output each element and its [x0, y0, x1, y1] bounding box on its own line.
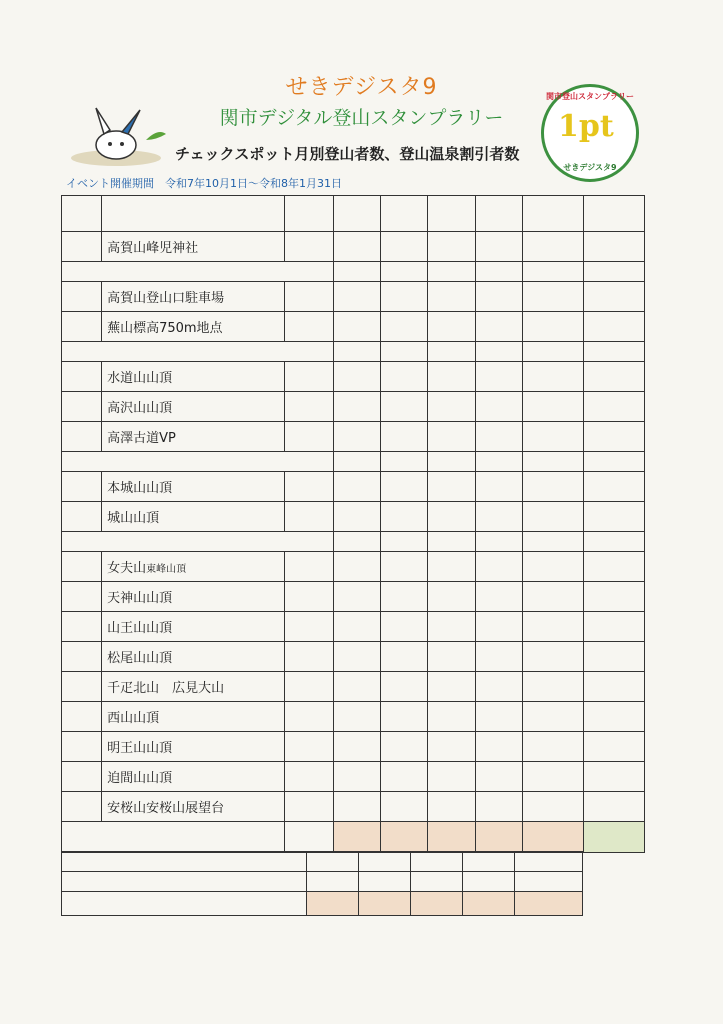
csp-number	[62, 282, 102, 312]
empty-cell	[62, 822, 285, 853]
month-count	[306, 852, 358, 872]
total-count	[523, 762, 584, 792]
month-count	[381, 502, 428, 532]
month-count	[333, 502, 380, 532]
month-count	[428, 452, 475, 472]
earned-points	[284, 732, 333, 762]
month-count	[333, 552, 380, 582]
spot-name	[102, 502, 284, 532]
point-count	[583, 232, 644, 262]
column-header	[583, 196, 644, 232]
spot-name-text: 高賀山峰児神社	[107, 241, 199, 256]
total-count	[523, 642, 584, 672]
discount-name	[62, 262, 334, 282]
month-count	[333, 672, 380, 702]
discount-name	[62, 532, 334, 552]
badge-bottom-text: せきデジスタ9	[563, 163, 617, 172]
discount-row	[62, 452, 645, 472]
totals-row	[62, 822, 645, 853]
month-count	[475, 582, 522, 612]
month-count	[381, 362, 428, 392]
discount-row	[62, 342, 645, 362]
month-count	[411, 892, 463, 916]
table-row	[62, 472, 645, 502]
month-count	[381, 552, 428, 582]
badge-mark: 1pt	[558, 109, 614, 144]
csp-number	[62, 582, 102, 612]
spot-name	[102, 762, 284, 792]
month-count	[381, 312, 428, 342]
month-count	[475, 502, 522, 532]
earned-points	[284, 792, 333, 822]
total-count	[523, 672, 584, 702]
table-row	[62, 792, 645, 822]
csp-number	[62, 392, 102, 422]
table-row	[62, 232, 645, 262]
earned-points	[284, 312, 333, 342]
total-count	[523, 422, 584, 452]
month-count	[333, 612, 380, 642]
month-count	[428, 702, 475, 732]
month-count	[411, 852, 463, 872]
badge-top-text: 関市登山スタンプラリー	[546, 92, 634, 101]
point-count	[583, 582, 644, 612]
summary-row	[62, 852, 583, 872]
month-count	[475, 232, 522, 262]
month-count	[475, 702, 522, 732]
month-count	[475, 672, 522, 702]
earned-points	[284, 552, 333, 582]
spot-name	[102, 392, 284, 422]
month-count	[333, 282, 380, 312]
csp-number	[62, 612, 102, 642]
earned-points	[284, 422, 333, 452]
spot-name	[102, 672, 284, 702]
column-header	[523, 196, 584, 232]
month-count	[381, 582, 428, 612]
month-count	[475, 392, 522, 422]
total-count	[523, 792, 584, 822]
summary-name	[62, 872, 307, 892]
month-count	[463, 892, 515, 916]
empty-cell	[583, 342, 644, 362]
point-count	[583, 672, 644, 702]
point-count	[583, 762, 644, 792]
column-header	[428, 196, 475, 232]
month-count	[428, 582, 475, 612]
month-count	[333, 262, 380, 282]
spot-name	[102, 732, 284, 762]
month-count	[428, 762, 475, 792]
total-count	[523, 702, 584, 732]
month-count	[381, 532, 428, 552]
earned-points	[284, 672, 333, 702]
spot-name-suffix: 東峰山頂	[146, 564, 187, 575]
summary-name	[62, 892, 307, 916]
point-count	[583, 362, 644, 392]
discount-name	[62, 342, 334, 362]
month-count	[428, 342, 475, 362]
point-count	[583, 392, 644, 422]
summary-total	[515, 872, 583, 892]
earned-points	[284, 582, 333, 612]
month-count	[333, 342, 380, 362]
table-row	[62, 422, 645, 452]
month-count	[381, 642, 428, 672]
summary-total	[515, 892, 583, 916]
month-count	[475, 342, 522, 362]
month-count	[306, 892, 358, 916]
total-count	[523, 472, 584, 502]
total-count	[523, 732, 584, 762]
earned-points	[284, 282, 333, 312]
earned-points	[284, 362, 333, 392]
earned-points	[284, 392, 333, 422]
month-count	[381, 232, 428, 262]
point-count	[583, 702, 644, 732]
total-count	[523, 392, 584, 422]
month-count	[333, 762, 380, 792]
month-count	[475, 262, 522, 282]
table-row	[62, 392, 645, 422]
table-row	[62, 672, 645, 702]
csp-number	[62, 472, 102, 502]
month-count	[333, 392, 380, 422]
total-count	[523, 612, 584, 642]
total-points-earned	[284, 822, 333, 853]
month-count	[358, 872, 410, 892]
summary-total	[515, 852, 583, 872]
table-row	[62, 732, 645, 762]
discount-name	[62, 452, 334, 472]
csp-number	[62, 642, 102, 672]
point-count	[583, 312, 644, 342]
month-count	[475, 732, 522, 762]
csp-number	[62, 762, 102, 792]
month-count	[428, 552, 475, 582]
csp-number	[62, 672, 102, 702]
point-count	[583, 642, 644, 672]
spot-name-text: 水道山山頂	[107, 371, 173, 386]
month-count	[428, 472, 475, 502]
earned-points	[284, 762, 333, 792]
month-count	[428, 282, 475, 312]
month-count	[463, 872, 515, 892]
month-count	[381, 282, 428, 312]
empty-cell	[583, 532, 644, 552]
month-count	[428, 502, 475, 532]
month-count	[381, 472, 428, 502]
month-count	[428, 312, 475, 342]
spot-name-text: 千疋北山 広見大山	[107, 681, 225, 696]
column-header	[475, 196, 522, 232]
month-total	[333, 822, 380, 853]
discount-row	[62, 262, 645, 282]
point-count	[583, 552, 644, 582]
column-header	[102, 196, 284, 232]
month-count	[333, 312, 380, 342]
earned-points	[284, 472, 333, 502]
month-count	[475, 282, 522, 312]
column-header	[333, 196, 380, 232]
month-total	[475, 822, 522, 853]
csp-number	[62, 362, 102, 392]
empty-cell	[583, 452, 644, 472]
month-count	[475, 552, 522, 582]
month-count	[381, 262, 428, 282]
month-count	[475, 472, 522, 502]
total-count	[523, 262, 584, 282]
spot-name	[102, 362, 284, 392]
month-count	[333, 642, 380, 672]
earned-points	[284, 502, 333, 532]
total-count	[523, 232, 584, 262]
month-count	[333, 732, 380, 762]
summary-row	[62, 892, 583, 916]
month-total	[428, 822, 475, 853]
month-count	[428, 612, 475, 642]
csp-number	[62, 422, 102, 452]
point-count	[583, 612, 644, 642]
total-count	[523, 342, 584, 362]
grand-points	[583, 822, 644, 853]
earned-points	[284, 612, 333, 642]
summary-name	[62, 852, 307, 872]
month-count	[428, 422, 475, 452]
month-count	[333, 232, 380, 262]
csp-number	[62, 502, 102, 532]
month-count	[475, 422, 522, 452]
earned-points	[284, 232, 333, 262]
month-count	[428, 792, 475, 822]
table-header-row	[62, 196, 645, 232]
table-row	[62, 702, 645, 732]
earned-points	[284, 702, 333, 732]
spot-name-text: 安桜山安桜山展望台	[107, 801, 225, 816]
total-count	[523, 532, 584, 552]
total-count	[523, 582, 584, 612]
table-row	[62, 312, 645, 342]
month-count	[475, 452, 522, 472]
month-count	[475, 642, 522, 672]
spot-name	[102, 472, 284, 502]
month-count	[333, 422, 380, 452]
month-count	[381, 702, 428, 732]
spot-name-text: 山王山山頂	[107, 621, 173, 636]
point-count	[583, 422, 644, 452]
month-count	[381, 452, 428, 472]
event-title: 関市デジタル登山スタンプラリー	[219, 107, 504, 129]
month-count	[428, 232, 475, 262]
month-count	[411, 872, 463, 892]
table-row	[62, 762, 645, 792]
spot-name-text: 天神山山頂	[107, 591, 173, 606]
table-row	[62, 582, 645, 612]
csp-number	[62, 702, 102, 732]
event-period: イベント開催期間 令和7年10月1日～令和8年1月31日	[66, 177, 342, 190]
point-count	[583, 472, 644, 502]
month-count	[358, 852, 410, 872]
spot-name-text: 高沢山山頂	[107, 401, 173, 416]
month-count	[428, 392, 475, 422]
point-count	[583, 732, 644, 762]
month-count	[333, 702, 380, 732]
table-row	[62, 552, 645, 582]
empty-cell	[583, 262, 644, 282]
month-count	[381, 612, 428, 642]
spot-name	[102, 312, 284, 342]
spot-name	[102, 422, 284, 452]
spot-name-text: 松尾山山頂	[107, 651, 173, 666]
month-count	[428, 732, 475, 762]
spot-name-text: 女夫山	[107, 561, 147, 576]
spot-name	[102, 792, 284, 822]
grand-total	[523, 822, 584, 853]
spot-name-text: 城山山頂	[107, 511, 160, 526]
spot-name-text: 明王山山頂	[107, 741, 173, 756]
month-count	[381, 392, 428, 422]
month-count	[381, 672, 428, 702]
point-count	[583, 282, 644, 312]
month-count	[475, 762, 522, 792]
total-count	[523, 282, 584, 312]
month-count	[333, 472, 380, 502]
spot-name	[102, 282, 284, 312]
csp-number	[62, 792, 102, 822]
spot-name-text: 迫間山山頂	[107, 771, 173, 786]
table-row	[62, 362, 645, 392]
csp-number	[62, 552, 102, 582]
table-row	[62, 502, 645, 532]
month-count	[358, 892, 410, 916]
month-count	[428, 642, 475, 672]
month-count	[306, 872, 358, 892]
table-row	[62, 642, 645, 672]
spot-name-text: 蕪山標高750m地点	[107, 321, 223, 336]
month-count	[475, 612, 522, 642]
total-count	[523, 452, 584, 472]
month-count	[428, 262, 475, 282]
month-count	[381, 792, 428, 822]
onsen-discount-summary-table	[61, 851, 583, 916]
month-count	[333, 452, 380, 472]
table-row	[62, 282, 645, 312]
month-count	[381, 342, 428, 362]
month-count	[428, 672, 475, 702]
brand-title: せきデジスタ9	[285, 75, 438, 100]
csp-number	[62, 732, 102, 762]
monthly-climbers-table	[61, 195, 645, 853]
month-count	[463, 852, 515, 872]
csp-number	[62, 232, 102, 262]
spot-name	[102, 232, 284, 262]
month-count	[381, 762, 428, 792]
month-count	[333, 792, 380, 822]
month-count	[381, 422, 428, 452]
spot-name	[102, 702, 284, 732]
spot-name-text: 高賀山登山口駐車場	[107, 291, 225, 306]
spot-name-text: 本城山山頂	[107, 481, 173, 496]
stamp-badge-logo	[541, 84, 639, 182]
point-count	[583, 792, 644, 822]
column-header	[381, 196, 428, 232]
spot-name	[102, 642, 284, 672]
column-header	[62, 196, 102, 232]
month-count	[428, 532, 475, 552]
table-row	[62, 612, 645, 642]
month-count	[475, 362, 522, 392]
month-count	[428, 362, 475, 392]
discount-row	[62, 532, 645, 552]
summary-row	[62, 872, 583, 892]
month-count	[333, 532, 380, 552]
month-count	[333, 362, 380, 392]
earned-points	[284, 642, 333, 672]
csp-number	[62, 312, 102, 342]
total-count	[523, 502, 584, 532]
month-total	[381, 822, 428, 853]
spot-name	[102, 582, 284, 612]
spot-name	[102, 552, 284, 582]
month-count	[381, 732, 428, 762]
month-count	[475, 532, 522, 552]
spot-name-text: 高澤古道VP	[107, 431, 176, 446]
spot-name-text: 西山山頂	[107, 711, 160, 726]
total-count	[523, 312, 584, 342]
total-count	[523, 552, 584, 582]
month-count	[475, 312, 522, 342]
page-subtitle: チェックスポット月別登山者数、登山温泉割引者数	[175, 145, 520, 163]
column-header	[284, 196, 333, 232]
month-count	[475, 792, 522, 822]
total-count	[523, 362, 584, 392]
month-count	[333, 582, 380, 612]
point-count	[583, 502, 644, 532]
spot-name	[102, 612, 284, 642]
